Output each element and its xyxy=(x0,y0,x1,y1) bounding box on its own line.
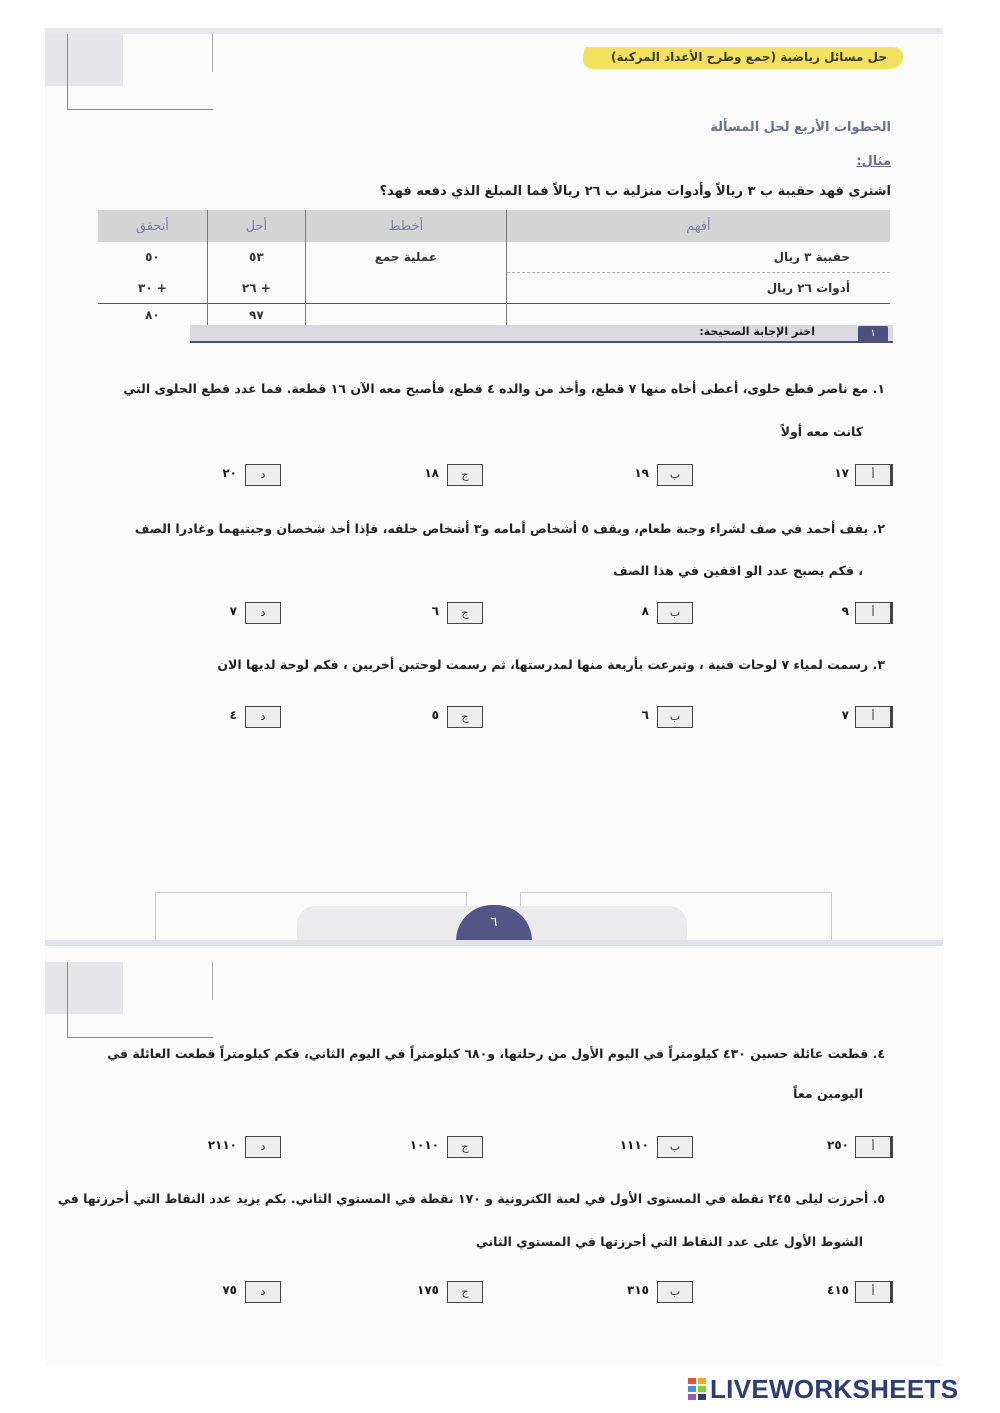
logo-text: LIVEWORKSHEETS xyxy=(710,1374,959,1404)
table-cell: + ٣٠ xyxy=(137,280,167,295)
option-value: ٢١١٠ xyxy=(207,1138,237,1152)
option-b[interactable] xyxy=(583,464,693,486)
option-c[interactable] xyxy=(373,602,483,624)
option-a[interactable] xyxy=(783,464,893,486)
option-value: ٨ xyxy=(641,604,649,618)
worksheet-page-2 xyxy=(45,940,943,1366)
option-letter: ب xyxy=(657,1281,693,1303)
option-a[interactable] xyxy=(783,602,893,624)
table-row xyxy=(98,242,890,273)
option-value: ١٠١٠ xyxy=(409,1138,439,1152)
option-a[interactable] xyxy=(783,1281,893,1303)
question-5-text-cont: الشوط الأول على عدد النقاط التي أحرزتها في المستوي الثاني xyxy=(475,1234,863,1249)
steps-table xyxy=(98,210,890,326)
option-value: ٩ xyxy=(841,604,849,618)
option-letter: أ xyxy=(855,706,893,728)
option-b[interactable] xyxy=(583,1281,693,1303)
option-value: ٧ xyxy=(229,604,237,618)
table-cell xyxy=(506,304,890,327)
question-2-text: ٢. يقف أحمد في صف لشراء وجبة طعام، ويقف ٥ أشخاص أمامه و٣ أشخاص خلفه، فإذا أخذ شخصان وجبتيهما وغادرا الصف xyxy=(134,521,885,536)
question-4-text-cont: اليومين معاً xyxy=(793,1086,863,1101)
column-header: أتحقق xyxy=(98,210,207,242)
option-letter: أ xyxy=(855,1281,893,1303)
option-a[interactable] xyxy=(783,1136,893,1158)
option-letter: د xyxy=(245,602,281,624)
option-letter: د xyxy=(245,706,281,728)
option-letter: د xyxy=(245,1136,281,1158)
option-d[interactable] xyxy=(171,602,281,624)
option-value: ٦ xyxy=(641,708,649,722)
option-d[interactable] xyxy=(171,706,281,728)
example-label: مثال: xyxy=(856,154,891,169)
option-letter: أ xyxy=(855,464,893,486)
option-c[interactable] xyxy=(373,1281,483,1303)
table-cell xyxy=(305,304,506,327)
option-value: ٤١٥ xyxy=(827,1283,849,1297)
liveworksheets-logo[interactable] xyxy=(688,1374,988,1404)
option-letter: ج xyxy=(447,706,483,728)
option-value: ٦ xyxy=(431,604,439,618)
table-cell: أدوات ٢٦ ريال xyxy=(506,273,890,304)
question-2-text-cont: ، فكم يصبح عدد الو اقفين في هذا الصف xyxy=(613,563,863,578)
question-4-text: ٤. قطعت عائلة حسين ٤٣٠ كيلومتراً في اليوم الأول من رحلتها، و٦٨٠ كيلومتراً في اليوم الثاني، فكم كيلومتراً قطعت العائلة في xyxy=(107,1046,885,1061)
option-value: ٥ xyxy=(431,708,439,722)
table-cell: ٥٠ xyxy=(145,250,160,265)
option-value: ١٨ xyxy=(424,466,439,480)
option-value: ٢٥٠ xyxy=(827,1138,849,1152)
option-d[interactable] xyxy=(171,1281,281,1303)
steps-title: الخطوات الأربع لحل المسألة xyxy=(710,120,891,135)
option-letter: ج xyxy=(447,602,483,624)
option-letter: ب xyxy=(657,706,693,728)
table-row xyxy=(98,273,890,304)
table-row xyxy=(98,304,890,327)
table-cell: + ٢٦ xyxy=(207,273,305,304)
option-value: ٣١٥ xyxy=(627,1283,649,1297)
question-3-text: ٣. رسمت لمياء ٧ لوحات فنية ، وتبرعت بأربعة منها لمدرستها، ثم رسمت لوحتين أخريين ، فكم لوحة لديها الان xyxy=(217,657,885,672)
corner-frame-inner xyxy=(67,34,213,72)
option-letter: ب xyxy=(657,602,693,624)
page-title: حل مسائل رياضية (جمع وطرح الأعداد المركبة) xyxy=(611,50,887,64)
option-value: ١١١٠ xyxy=(619,1138,649,1152)
section-title: اختر الإجابة الصحيحة: xyxy=(699,325,815,338)
option-letter: د xyxy=(245,1281,281,1303)
option-value: ٢٠ xyxy=(222,466,237,480)
example-question: اشترى فهد حقيبة ب ٣ ريالاً وأدوات منزلية ب ٢٦ ريالاً فما المبلغ الذي دفعه فهد؟ xyxy=(379,184,891,199)
table-cell: ٩٧ xyxy=(207,304,305,327)
option-d[interactable] xyxy=(171,1136,281,1158)
page-number: ٦ xyxy=(456,905,532,941)
option-value: ٧٥ xyxy=(222,1283,237,1297)
option-letter: ج xyxy=(447,464,483,486)
option-letter: ج xyxy=(447,1136,483,1158)
column-header: أخطط xyxy=(305,210,506,242)
option-value: ١٩ xyxy=(634,466,649,480)
table-cell: عملية جمع xyxy=(305,242,506,273)
option-b[interactable] xyxy=(583,1136,693,1158)
section-number-badge: ١ xyxy=(858,326,888,342)
option-d[interactable] xyxy=(171,464,281,486)
option-c[interactable] xyxy=(373,706,483,728)
option-b[interactable] xyxy=(583,706,693,728)
table-cell: حقيبة ٣ ريال xyxy=(506,242,890,273)
table-cell: ٨٠ xyxy=(98,304,207,327)
table-cell xyxy=(305,273,506,304)
option-c[interactable] xyxy=(373,464,483,486)
option-letter: ب xyxy=(657,464,693,486)
option-letter: ج xyxy=(447,1281,483,1303)
option-value: ١٧٥ xyxy=(417,1283,439,1297)
corner-frame-inner xyxy=(67,962,213,1000)
option-value: ١٧ xyxy=(834,466,849,480)
option-a[interactable] xyxy=(783,706,893,728)
option-letter: د xyxy=(245,464,281,486)
column-header: أفهم xyxy=(506,210,890,242)
option-letter: أ xyxy=(855,1136,893,1158)
option-value: ٧ xyxy=(841,708,849,722)
liveworksheets-icon xyxy=(688,1378,706,1400)
table-cell: ٥٣ xyxy=(207,242,305,273)
option-value: ٤ xyxy=(229,708,237,722)
option-letter: أ xyxy=(855,602,893,624)
worksheet-page-1 xyxy=(45,28,943,946)
question-1-text: ١. مع ناصر قطع حلوى، أعطى أخاه منها ٧ قطع، وأخذ من والده ٤ قطع، فأصبح معه الآن ١٦ قطعة. فما عدد قطع الحلوى التي xyxy=(123,381,885,396)
option-b[interactable] xyxy=(583,602,693,624)
option-letter: ب xyxy=(657,1136,693,1158)
option-c[interactable] xyxy=(373,1136,483,1158)
column-header: أحل xyxy=(207,210,305,242)
question-1-text-cont: كانت معه أولاً xyxy=(780,424,863,439)
question-5-text: ٥. أحرزت ليلى ٢٤٥ نقطة في المستوى الأول في لعبة الكترونية و ١٧٠ نقطة في المستوي الثاني. بكم يزيد عدد النقاط التي أحرزتها في xyxy=(57,1191,885,1206)
